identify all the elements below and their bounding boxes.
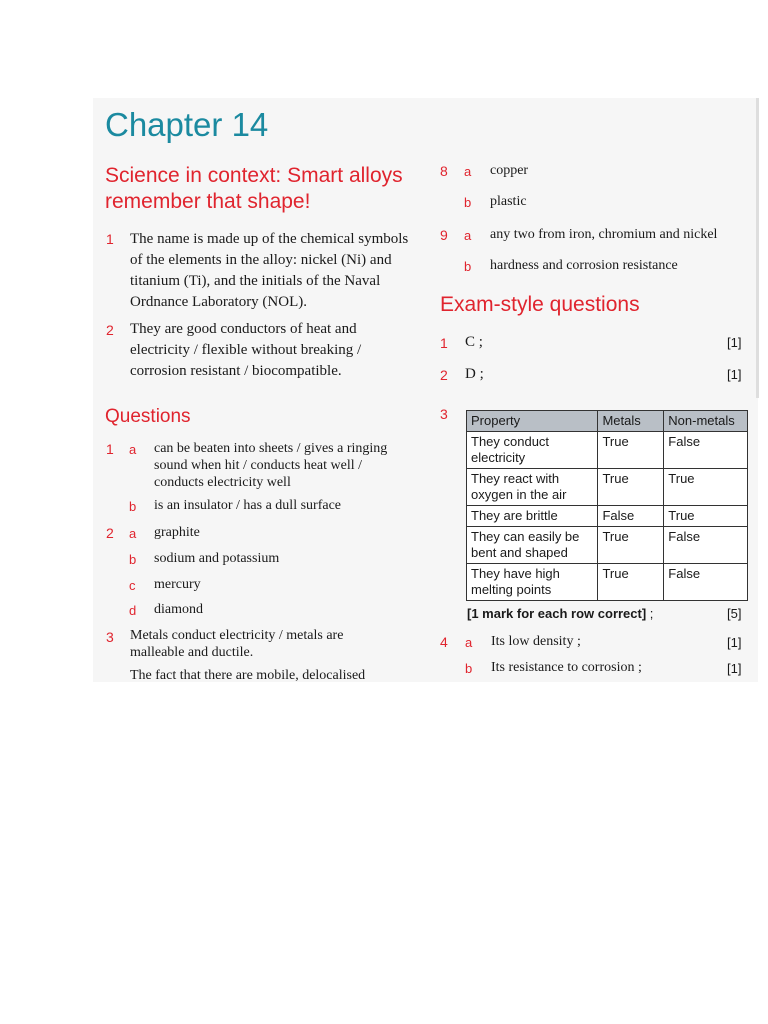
cell-property: They have high melting points [467,564,598,601]
exam-q1-mark: [1] [727,335,742,350]
text-line: of the elements in the alloy: nickel (Ni) and [130,252,392,268]
exam-q2-mark: [1] [727,367,742,382]
cell-non-metals: False [664,527,748,564]
text-line: They are good conductors of heat and [130,321,357,337]
exam-q1-number: 1 [440,335,448,351]
q2a-text: graphite [154,525,200,540]
q1a-label: a [129,442,137,457]
q9a-label: a [464,228,472,243]
cell-non-metals: True [664,506,748,527]
q3-number: 3 [106,629,114,645]
exam-q4a-text: Its low density ; [491,634,581,649]
q2b-text: sodium and potassium [154,551,280,566]
text-line: titanium (Ti), and the initials of the Naval [130,273,381,289]
exam-q2-text: D ; [465,366,484,382]
context-heading-line2: remember that shape! [105,190,311,213]
cell-non-metals: False [664,564,748,601]
cell-property: They conduct electricity [467,432,598,469]
chapter-title: Chapter 14 [105,106,269,143]
properties-table [466,410,748,601]
table-row [467,506,748,527]
exam-q3-note [467,606,653,621]
header-property: Property [467,411,598,432]
cell-non-metals: False [664,432,748,469]
cell-metals: True [598,469,664,506]
q8b-label: b [464,195,472,210]
q2b-label: b [129,552,137,567]
q2a-label: a [129,526,137,541]
cell-property: They react with oxygen in the air [467,469,598,506]
exam-q4b-mark: [1] [727,661,742,676]
q8a-label: a [464,164,472,179]
exam-q3-mark: [5] [727,606,742,621]
context-item-1-text [130,229,408,313]
exam-q4b-label: b [465,661,473,676]
q9b-label: b [464,259,472,274]
q9b-text: hardness and corrosion resistance [490,258,678,273]
q1b-label: b [129,499,137,514]
text-line: The name is made up of the chemical symbols [130,231,409,247]
q3-extra-text: The fact that there are mobile, delocalised [130,668,366,683]
exam-q1-text: C ; [465,334,483,350]
cell-metals: False [598,506,664,527]
header-metals: Metals [598,411,664,432]
q1b-text: is an insulator / has a dull surface [154,498,342,513]
text-line: can be beaten into sheets / gives a ringing [154,441,388,456]
q3-text [130,627,343,661]
q1a-text [154,440,387,491]
text-line: electricity / flexible without breaking / [130,342,362,358]
cell-property: They can easily be bent and shaped [467,527,598,564]
q2d-label: d [129,603,137,618]
table-row [467,469,748,506]
table-row [467,564,748,601]
exam-q3-note-tail: ; [646,606,654,621]
q8b-text: plastic [490,194,527,209]
exam-q4a-label: a [465,635,473,650]
exam-heading: Exam-style questions [440,293,640,316]
context-heading-line1: Science in context: Smart alloys [105,164,403,187]
context-item-2-text [130,319,361,382]
exam-q2-number: 2 [440,367,448,383]
exam-q3-number: 3 [440,406,448,422]
q2c-text: mercury [154,577,201,592]
text-line: corrosion resistant / biocompatible. [130,363,342,379]
q9-number: 9 [440,227,448,243]
q9a-text: any two from iron, chromium and nickel [490,227,718,242]
q2d-text: diamond [154,602,203,617]
cell-property: They are brittle [467,506,598,527]
exam-q3-note-bold: [1 mark for each row correct] [467,606,647,621]
text-line: conducts electricity well [154,475,291,490]
table-row [467,527,748,564]
text-line: sound when hit / conducts heat well / [154,458,363,473]
cell-metals: True [598,564,664,601]
table-row [467,432,748,469]
context-item-2-number: 2 [106,322,114,338]
q2c-label: c [129,578,136,593]
exam-q4-number: 4 [440,634,448,650]
text-line: malleable and ductile. [130,645,254,660]
table-header-row [467,411,748,432]
q8a-text: copper [490,163,529,178]
cell-metals: True [598,432,664,469]
cell-metals: True [598,527,664,564]
exam-q4b-text: Its resistance to corrosion ; [491,660,642,675]
page-edge [756,98,759,398]
header-non-metals: Non-metals [664,411,748,432]
text-line: Ordnance Laboratory (NOL). [130,294,308,310]
context-item-1-number: 1 [106,231,114,247]
q8-number: 8 [440,163,448,179]
questions-heading: Questions [105,406,191,427]
text-line: Metals conduct electricity / metals are [130,628,344,643]
q1-number: 1 [106,441,114,457]
q2-number: 2 [106,525,114,541]
exam-q4a-mark: [1] [727,635,742,650]
cell-non-metals: True [664,469,748,506]
